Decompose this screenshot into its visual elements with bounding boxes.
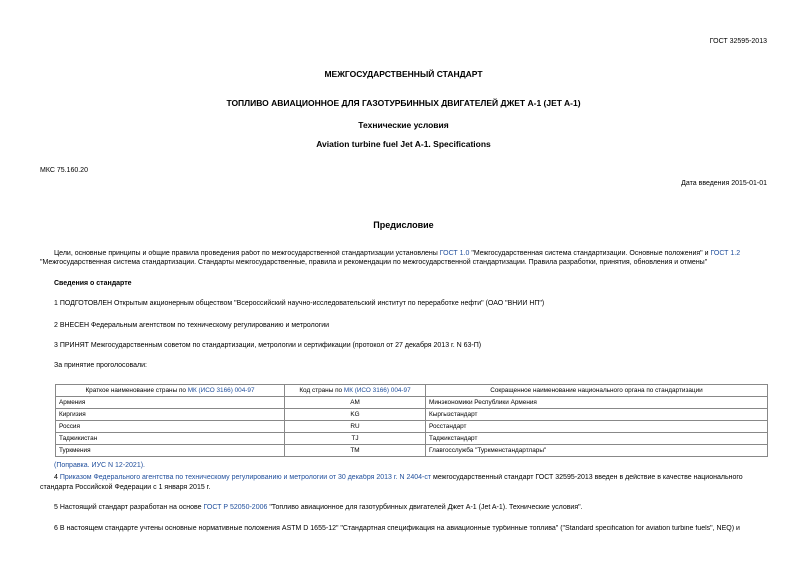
- table-row: [56, 445, 768, 457]
- item-3-adopted: 3 ПРИНЯТ Межгосударственным советом по стандартизации, метрологии и сертификации (протокол от 27 декабря 2013 г. N 63-П): [54, 342, 482, 349]
- code-cell: RU: [285, 421, 426, 433]
- foreword-title: Предисловие: [373, 220, 434, 230]
- column-header-country-text: Краткое наименование страны по: [85, 387, 188, 394]
- gost-r-52050-link[interactable]: ГОСТ Р 52050-2006: [203, 504, 268, 511]
- foreword-text-mid: "Межгосударственная система стандартизации. Основные положения" и: [469, 250, 711, 257]
- table-row: [56, 409, 768, 421]
- foreword-paragraph-line1: [54, 250, 807, 257]
- organization-cell: Таджикстандарт: [426, 433, 768, 445]
- organization-cell: Кыргызстандарт: [426, 409, 768, 421]
- code-cell: TM: [285, 445, 426, 457]
- mk-iso-3166-link[interactable]: МК (ИСО 3166) 004-97: [187, 387, 255, 394]
- mks-code: МКС 75.160.20: [40, 167, 88, 174]
- item-2-submitted: 2 ВНЕСЕН Федеральным агентством по техническому регулированию и метрологии: [54, 322, 330, 329]
- item-6-astm: 6 В настоящем стандарте учтены основные нормативные положения ASTM D 1655-12" "Стандартная спецификация на авиационные турбинные топлива" ("Standard specification for aviation turbine fuels", NEQ) и: [54, 525, 740, 532]
- item-4-order-line2: стандарта Российской Федерации с 1 января 2015 г.: [40, 484, 211, 491]
- country-cell: Киргизия: [56, 409, 285, 421]
- item-5-text-rest: "Топливо авиационное для газотурбинных двигателей Джет А-1 (Jet A-1). Технические условия".: [267, 504, 583, 511]
- code-cell: TJ: [285, 433, 426, 445]
- table-row: [56, 421, 768, 433]
- code-cell: KG: [285, 409, 426, 421]
- column-header-organization: Сокращенное наименование национального органа по стандартизации: [426, 385, 768, 397]
- table-header-row: [56, 385, 768, 397]
- document-title-english: Aviation turbine fuel Jet A-1. Specifications: [316, 139, 491, 149]
- table-row: [56, 397, 768, 409]
- document-id: ГОСТ 32595-2013: [709, 38, 767, 45]
- voted-label: За принятие проголосовали:: [54, 362, 147, 369]
- introduction-date: Дата введения 2015-01-01: [681, 180, 767, 187]
- item-4-number: 4: [54, 474, 60, 481]
- item-4-text: межгосударственный стандарт ГОСТ 32595-2013 введен в действие в качестве национального: [431, 474, 743, 481]
- column-header-code-text: Код страны по: [299, 387, 344, 394]
- item-1-prepared: 1 ПОДГОТОВЛЕН Открытым акционерным обществом "Всероссийский научно-исследовательский институт по переработке нефти" (ОАО "ВНИИ НП"): [54, 300, 545, 307]
- gost-1-0-link[interactable]: ГОСТ 1.0: [439, 250, 470, 257]
- country-cell: Туркмения: [56, 445, 285, 457]
- table-row: [56, 433, 768, 445]
- item-5-basis: [54, 504, 583, 511]
- organization-cell: Минэкономики Республики Армения: [426, 397, 768, 409]
- country-cell: Россия: [56, 421, 285, 433]
- item-4-order-line1: [54, 474, 807, 481]
- organization-cell: Главгосслужба "Туркменстандартлары": [426, 445, 768, 457]
- document-title: ТОПЛИВО АВИАЦИОННОЕ ДЛЯ ГАЗОТУРБИННЫХ ДВИГАТЕЛЕЙ ДЖЕТ А-1 (JET A-1): [226, 98, 581, 108]
- foreword-paragraph-line2: "Межгосударственная система стандартизации. Стандарты межгосударственные, правила и рекомендации по межгосударственной стандартизации. Правила разработки, принятия, обновления и отмены": [40, 259, 708, 266]
- mk-iso-3166-code-link[interactable]: МК (ИСО 3166) 004-97: [343, 387, 411, 394]
- about-standard-title: Сведения о стандарте: [54, 280, 132, 287]
- gost-1-2-link[interactable]: ГОСТ 1.2: [710, 250, 741, 257]
- item-5-text-start: 5 Настоящий стандарт разработан на основе: [54, 504, 204, 511]
- column-header-country: [56, 385, 285, 397]
- organization-cell: Росстандарт: [426, 421, 768, 433]
- rosstandart-order-link[interactable]: Приказом Федерального агентства по техническому регулированию и метрологии от 30 декабря 2013 г. N 2404-ст: [59, 474, 432, 481]
- foreword-text-start: Цели, основные принципы и общие правила проведения работ по межгосударственной стандартизации установлены: [54, 250, 440, 257]
- document-subtitle: Технические условия: [358, 120, 449, 130]
- country-cell: Армения: [56, 397, 285, 409]
- standard-heading: МЕЖГОСУДАРСТВЕННЫЙ СТАНДАРТ: [324, 69, 483, 79]
- countries-table: [55, 384, 768, 457]
- amendment-link[interactable]: (Поправка. ИУС N 12-2021).: [54, 462, 145, 469]
- code-cell: AM: [285, 397, 426, 409]
- column-header-code: [285, 385, 426, 397]
- country-cell: Таджикистан: [56, 433, 285, 445]
